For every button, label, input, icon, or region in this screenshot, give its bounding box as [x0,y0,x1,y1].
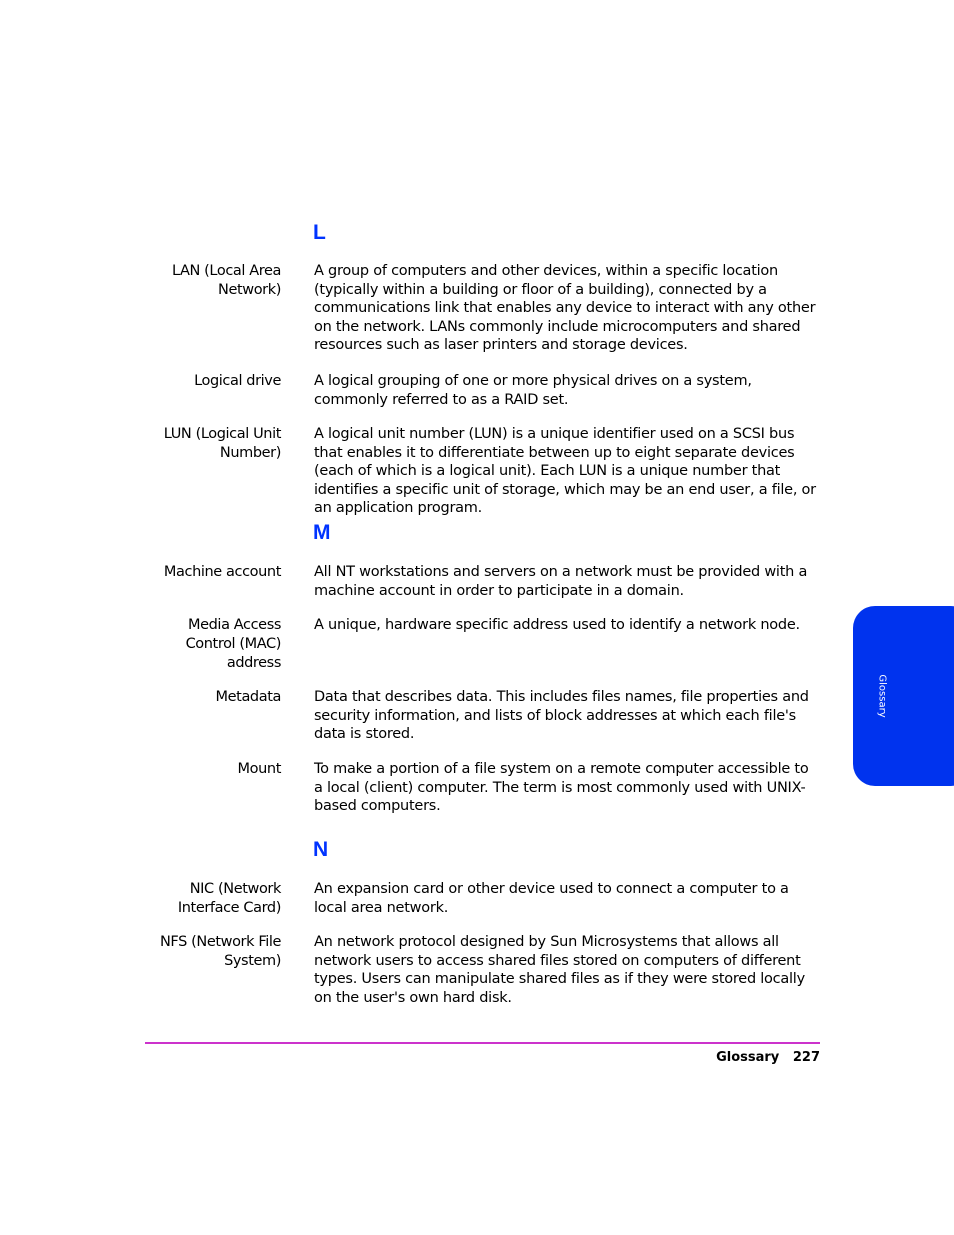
glossary-term-mac-address: Media Access Control (MAC) address [185,617,281,671]
glossary-term-nic: NIC (Network Interface Card) [177,881,281,916]
glossary-definition-metadata: Data that describes data. This includes files names, file properties and security information, and lists of block addresses at which each file's data is stored. [314,689,809,743]
glossary-term-lan: LAN (Local Area Network) [171,263,281,298]
glossary-definition-nic: An expansion card or other device used to connect a computer to a local area network. [314,881,789,916]
glossary-definition-lun: A logical unit number (LUN) is a unique identifier used on a SCSI bus that enables it to differentiate between up to eight separate devices (each of which is a logical unit). Each LUN is a unique number that identifies a specific unit of storage, which may be an end user, a file, or an application program. [314,426,816,517]
glossary-term-nfs: NFS (Network File System) [159,934,281,969]
side-tab [853,606,954,786]
section-letter-l: L [313,221,326,244]
glossary-definition-lan: A group of computers and other devices, within a specific location (typically within a building or floor of a building), connected by a communications link that enables any device to interact with any other on the network. LANs commonly include microcomputers and shared resources such as laser printers and storage devices. [314,263,816,354]
section-letter-m: M [313,521,331,544]
glossary-definition-nfs: An network protocol designed by Sun Microsystems that allows all network users to access shared files stored on computers of different types. Users can manipulate shared files as if they were stored locally on the user's own hard disk. [314,934,805,1006]
glossary-definition-machine-account: All NT workstations and servers on a network must be provided with a machine account in order to participate in a domain. [314,564,808,599]
footer-rule [145,1042,820,1044]
glossary-term-machine-account: Machine account [163,564,281,580]
side-tab-label: Glossary [876,674,888,718]
glossary-term-mount: Mount [237,761,281,777]
glossary-definition-mount: To make a portion of a file system on a remote computer accessible to a local (client) computer. The term is most commonly used with UNIX-based computers. [314,761,809,815]
glossary-definition-mac-address: A unique, hardware specific address used to identify a network node. [314,617,800,633]
glossary-definition-logical-drive: A logical grouping of one or more physical drives on a system, commonly referred to as a RAID set. [314,373,752,408]
glossary-term-metadata: Metadata [215,689,281,705]
glossary-term-logical-drive: Logical drive [194,373,281,389]
footer-section-name: Glossary [716,1050,780,1065]
glossary-term-lun: LUN (Logical Unit Number) [163,426,281,461]
page-footer [716,1050,820,1065]
page-number: 227 [792,1050,820,1065]
section-letter-n: N [313,838,329,861]
